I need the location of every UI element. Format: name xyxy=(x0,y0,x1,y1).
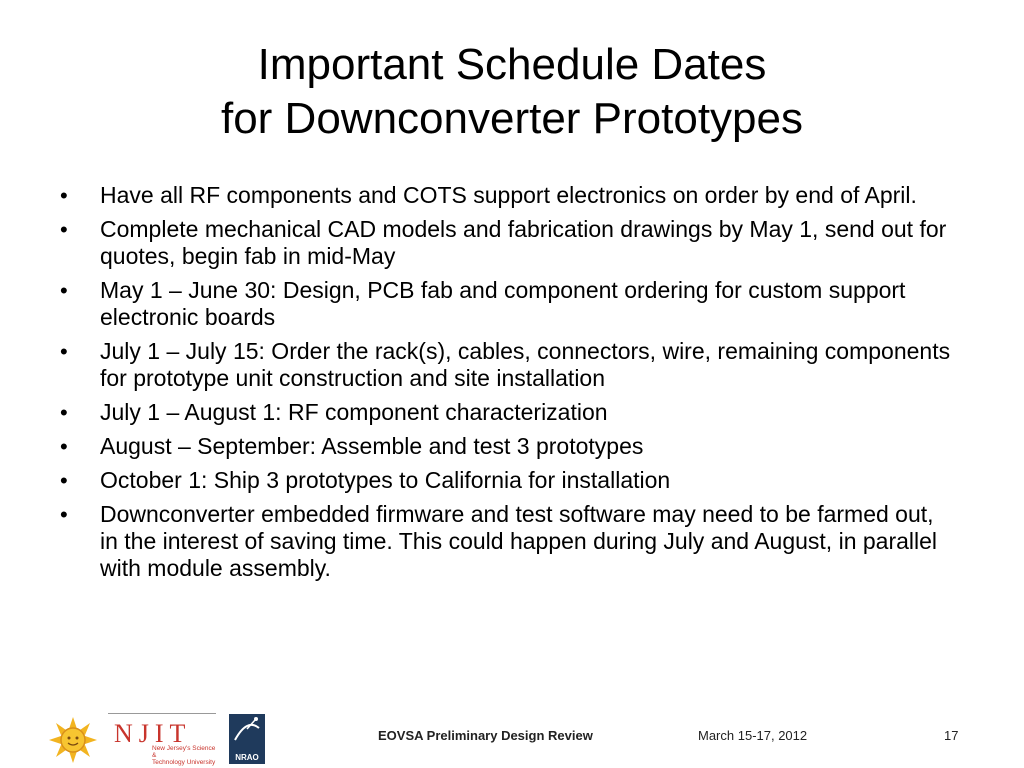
nrao-logo-text: NRAO xyxy=(235,753,259,762)
sun-logo-icon xyxy=(46,715,100,765)
footer-date: March 15-17, 2012 xyxy=(698,728,808,743)
footer-page-number: 17 xyxy=(944,728,959,743)
bullet-item xyxy=(56,216,956,270)
footer-conference: EOVSA Preliminary Design Review xyxy=(378,728,593,743)
njit-logo-rule xyxy=(108,713,216,714)
bullet-icon: • xyxy=(60,434,68,459)
title-line-2: for Downconverter Prototypes xyxy=(220,94,804,143)
slide-title xyxy=(60,38,964,146)
bullet-text: August – September: Assemble and test 3 prototypes xyxy=(100,433,644,459)
njit-logo-subtitle: New Jersey's Science & Technology University xyxy=(152,745,216,766)
title-line-1: Important Schedule Dates xyxy=(257,40,767,89)
bullet-item xyxy=(56,182,956,209)
bullet-icon: • xyxy=(60,278,68,303)
bullet-text: Have all RF components and COTS support electronics on order by end of April. xyxy=(100,182,917,208)
bullet-icon: • xyxy=(60,339,68,364)
njit-logo-text: NJIT xyxy=(114,719,192,748)
bullet-item xyxy=(56,467,956,494)
njit-logo xyxy=(108,713,216,765)
bullet-item xyxy=(56,277,956,331)
bullet-item xyxy=(56,433,956,460)
bullet-icon: • xyxy=(60,468,68,493)
bullet-icon: • xyxy=(60,183,68,208)
nrao-logo xyxy=(229,714,265,764)
bullet-item xyxy=(56,338,956,392)
bullet-text: October 1: Ship 3 prototypes to California for installation xyxy=(100,467,671,493)
bullet-text: Downconverter embedded firmware and test software may need to be farmed out, in the interest of saving time. This could happen during July and August, in parallel with module assembly. xyxy=(100,501,938,581)
bullet-icon: • xyxy=(60,502,68,527)
bullet-icon: • xyxy=(60,217,68,242)
bullet-text: Complete mechanical CAD models and fabrication drawings by May 1, send out for quotes, begin fab in mid-May xyxy=(100,216,947,269)
bullet-icon: • xyxy=(60,400,68,425)
nrao-dish-icon xyxy=(229,714,265,748)
bullet-list xyxy=(56,182,956,589)
bullet-item xyxy=(56,399,956,426)
bullet-item xyxy=(56,501,956,582)
bullet-text: May 1 – June 30: Design, PCB fab and component ordering for custom support electronic boards xyxy=(100,277,906,330)
bullet-text: July 1 – August 1: RF component characterization xyxy=(100,399,608,425)
bullet-text: July 1 – July 15: Order the rack(s), cables, connectors, wire, remaining components for prototype unit construction and site installation xyxy=(100,338,951,391)
